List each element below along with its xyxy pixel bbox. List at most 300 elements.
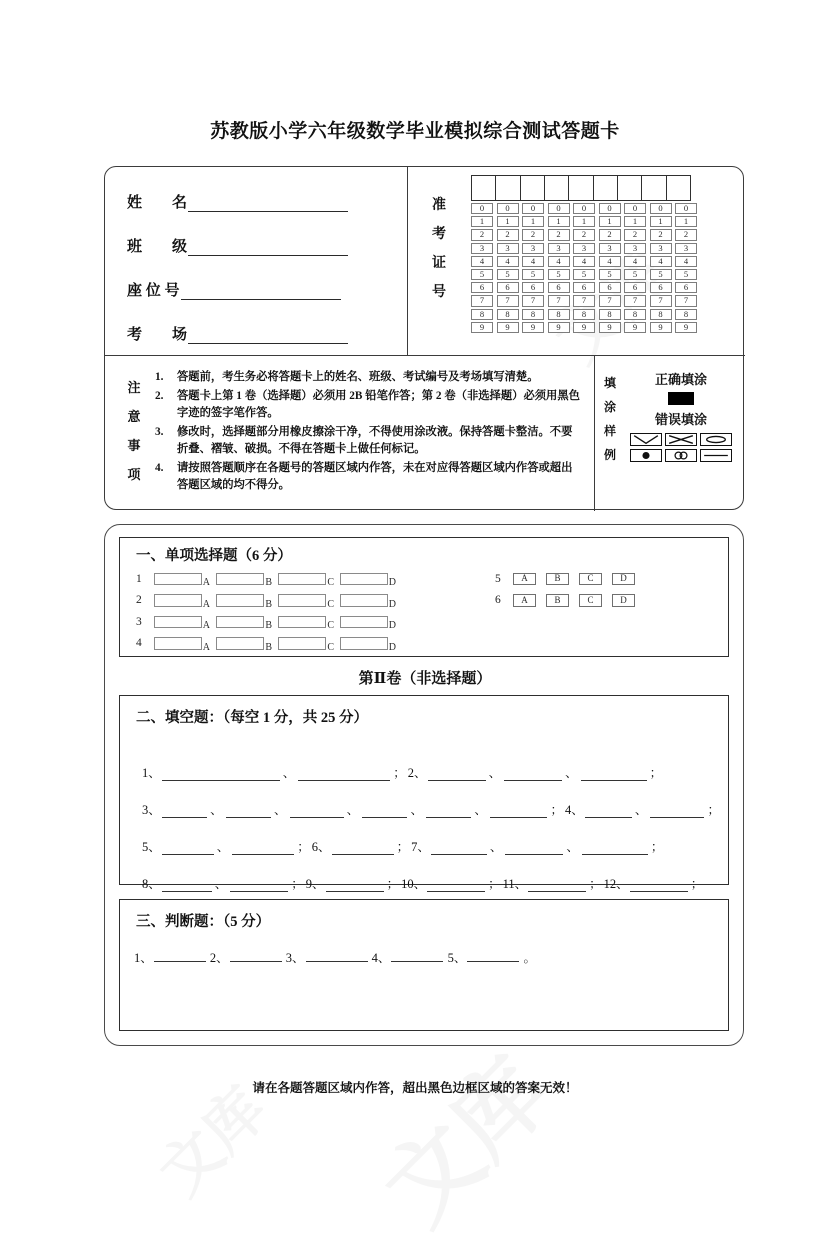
notice-item-text: 修改时，选择题部分用橡皮擦涂干净，不得使用涂改液。保持答题卡整洁。不要折叠、褶皱、破损。不得在答题卡上做任何标记。 xyxy=(177,425,573,455)
exam-id-bubble[interactable]: 2 xyxy=(497,229,519,240)
exam-id-bubble[interactable]: 1 xyxy=(522,216,544,227)
choice-option-2-B[interactable] xyxy=(216,594,272,610)
choice-option-label: B xyxy=(265,641,272,653)
exam-id-write-cell[interactable] xyxy=(641,175,667,201)
judge-answer-row[interactable] xyxy=(134,948,536,966)
choice-option-5-D[interactable] xyxy=(612,573,635,586)
choice-row-3 xyxy=(136,611,402,633)
choice-option-label: D xyxy=(620,594,627,605)
judge-item-number: 3、 xyxy=(285,951,305,965)
exam-id-write-cell[interactable] xyxy=(544,175,570,201)
student-field-label: 考 场 xyxy=(127,327,188,343)
exam-id-bubble[interactable]: 1 xyxy=(624,216,646,227)
notice-item-text: 答题前，考生务必将答题卡上的姓名、班级、考试编号及考场填写清楚。 xyxy=(177,371,539,383)
exam-id-bubble[interactable]: 8 xyxy=(522,309,544,320)
exam-id-bubble[interactable]: 7 xyxy=(573,295,595,306)
exam-id-bubble[interactable]: 7 xyxy=(522,295,544,306)
exam-id-bubble[interactable]: 6 xyxy=(497,282,519,293)
notice-item-number: 4. xyxy=(155,461,164,474)
exam-id-bubble[interactable]: 1 xyxy=(548,216,570,227)
exam-id-bubble[interactable]: 0 xyxy=(522,203,544,214)
notice-item-2 xyxy=(151,388,583,423)
blank-answer-field[interactable] xyxy=(504,768,562,781)
fill-sample-label-char: 填 xyxy=(603,376,616,390)
exam-id-bubble[interactable]: 4 xyxy=(599,256,621,267)
notice-item-number: 3. xyxy=(155,425,164,438)
choice-option-5-A[interactable] xyxy=(513,573,536,586)
exam-id-bubble[interactable]: 2 xyxy=(624,229,646,240)
blank-separator: 、 xyxy=(210,803,223,817)
exam-id-bubble[interactable]: 3 xyxy=(573,243,595,254)
blank-answer-field[interactable] xyxy=(290,805,344,818)
choice-option-6-C[interactable] xyxy=(579,594,602,607)
judge-answer-field[interactable] xyxy=(230,949,282,962)
exam-id-bubble-row xyxy=(471,295,697,306)
choice-option-4-D[interactable] xyxy=(340,637,396,653)
judge-item-number: 1、 xyxy=(134,951,153,965)
judge-item-number: 2、 xyxy=(209,951,229,965)
judge-answer-field[interactable] xyxy=(391,949,443,962)
choice-question-number: 6 xyxy=(495,594,501,607)
exam-id-bubble[interactable]: 5 xyxy=(497,269,519,280)
choice-option-label: B xyxy=(265,577,272,588)
student-field-input[interactable] xyxy=(188,241,348,256)
fill-sample-label-char: 涂 xyxy=(603,400,616,414)
exam-id-bubble[interactable]: 6 xyxy=(522,282,544,293)
blank-separator: 、 xyxy=(274,803,287,817)
exam-id-label-char: 考 xyxy=(432,227,446,242)
oval-mark-icon xyxy=(700,433,732,446)
exam-id-write-cell[interactable] xyxy=(568,175,594,201)
exam-id-bubble[interactable]: 8 xyxy=(599,309,621,320)
choice-option-label: C xyxy=(587,573,594,583)
choice-option-1-B[interactable] xyxy=(216,573,272,588)
blank-answer-field[interactable] xyxy=(162,805,207,818)
exam-id-bubble[interactable]: 6 xyxy=(573,282,595,293)
exam-id-bubble[interactable]: 5 xyxy=(548,269,570,280)
exam-id-bubble[interactable]: 7 xyxy=(624,295,646,306)
exam-id-write-cell[interactable] xyxy=(617,175,643,201)
choice-option-label: B xyxy=(554,573,561,583)
exam-id-bubble[interactable]: 5 xyxy=(624,269,646,280)
fill-sample-section xyxy=(594,355,745,511)
blank-answer-field[interactable] xyxy=(431,842,487,855)
exam-id-bubble[interactable]: 2 xyxy=(548,229,570,240)
exam-id-bubble[interactable]: 9 xyxy=(573,322,595,333)
blank-item-end: ； xyxy=(488,877,501,891)
exam-id-bubble[interactable]: 1 xyxy=(675,216,697,227)
exam-id-bubble[interactable]: 9 xyxy=(675,322,697,333)
notice-item-1 xyxy=(151,369,583,387)
choice-option-label: A xyxy=(202,598,210,610)
blank-item-end: ； xyxy=(589,877,602,891)
blank-item-number: 11、 xyxy=(502,877,528,891)
blank-item-number: 5、 xyxy=(142,840,161,854)
choice-option-label: C xyxy=(327,577,334,588)
exam-id-bubble[interactable]: 5 xyxy=(650,269,672,280)
choice-option-label: A xyxy=(521,594,528,605)
choice-option-2-A[interactable] xyxy=(154,594,210,610)
exam-id-bubble[interactable]: 9 xyxy=(650,322,672,333)
exam-id-bubble[interactable]: 7 xyxy=(497,295,519,306)
section-judge-heading: 三、判断题：（5 分） xyxy=(136,914,271,930)
section-blank-heading: 二、填空题：（每空 1 分，共 25 分） xyxy=(136,710,368,726)
choice-option-5-C[interactable] xyxy=(579,573,602,586)
wrong-fill-marks xyxy=(622,433,740,462)
exam-id-bubble[interactable]: 3 xyxy=(522,243,544,254)
blank-separator: 、 xyxy=(489,840,503,854)
exam-id-bubble-row xyxy=(471,256,697,267)
exam-id-write-cell[interactable] xyxy=(520,175,546,201)
blank-separator: 、 xyxy=(474,803,487,817)
blank-answer-field[interactable] xyxy=(585,805,632,818)
choice-option-3-D[interactable] xyxy=(340,616,396,631)
choice-option-label: C xyxy=(327,620,334,631)
blank-answer-field[interactable] xyxy=(428,768,486,781)
exam-id-bubble[interactable]: 8 xyxy=(624,309,646,320)
exam-id-bubble[interactable]: 3 xyxy=(497,243,519,254)
choice-row-1 xyxy=(136,568,402,590)
fill-sample-label-char: 样 xyxy=(603,424,616,438)
notice-label-char: 事 xyxy=(127,438,141,453)
blank-answer-field[interactable] xyxy=(162,768,280,781)
exam-id-write-row[interactable] xyxy=(471,175,697,201)
half-filled-dot-icon xyxy=(630,449,662,462)
notice-label xyxy=(123,373,145,489)
exam-id-bubble[interactable]: 6 xyxy=(548,282,570,293)
exam-id-bubble[interactable]: 1 xyxy=(599,216,621,227)
exam-id-bubble[interactable]: 6 xyxy=(599,282,621,293)
exam-id-bubble[interactable]: 3 xyxy=(624,243,646,254)
blank-answer-field[interactable] xyxy=(505,842,563,855)
exam-id-bubble[interactable]: 4 xyxy=(522,256,544,267)
exam-id-bubble[interactable]: 4 xyxy=(573,256,595,267)
exam-id-bubble[interactable]: 4 xyxy=(650,256,672,267)
notice-list xyxy=(151,369,583,496)
section-judgement xyxy=(119,899,729,1031)
blank-row-2 xyxy=(142,781,722,818)
choice-option-2-C[interactable] xyxy=(278,594,334,610)
exam-id-bubble[interactable]: 7 xyxy=(650,295,672,306)
exam-id-bubble-row xyxy=(471,282,697,293)
blank-answer-field[interactable] xyxy=(230,879,288,892)
blank-answer-field[interactable] xyxy=(362,805,407,818)
exam-id-bubble[interactable]: 2 xyxy=(471,229,493,240)
student-info-fields xyxy=(105,167,407,355)
choice-question-number: 2 xyxy=(136,594,142,607)
exam-id-bubble[interactable]: 4 xyxy=(624,256,646,267)
choice-option-3-B[interactable] xyxy=(216,616,272,631)
exam-id-bubble[interactable]: 5 xyxy=(573,269,595,280)
exam-id-bubble[interactable]: 9 xyxy=(548,322,570,333)
blank-item-number: 12、 xyxy=(603,877,629,891)
exam-id-bubble[interactable]: 0 xyxy=(624,203,646,214)
exam-id-bubble[interactable]: 2 xyxy=(522,229,544,240)
choice-row-4 xyxy=(136,633,402,655)
blank-separator: 、 xyxy=(410,803,423,817)
student-field-input[interactable] xyxy=(188,329,348,344)
blank-item-end: ； xyxy=(291,877,304,891)
header-block xyxy=(104,166,744,510)
choice-option-4-B[interactable] xyxy=(216,637,272,653)
exam-id-bubble[interactable]: 6 xyxy=(471,282,493,293)
blank-separator: 、 xyxy=(566,840,579,854)
blank-item-number: 1、 xyxy=(142,766,161,780)
notice-item-3 xyxy=(151,424,583,459)
choice-question-number: 1 xyxy=(136,572,142,585)
exam-id-bubble[interactable]: 0 xyxy=(471,203,493,214)
choice-option-label: C xyxy=(327,598,334,610)
exam-id-bubble[interactable]: 8 xyxy=(497,309,519,320)
watermark xyxy=(350,1024,573,1247)
blank-answer-field[interactable] xyxy=(581,768,647,781)
exam-id-label-char: 准 xyxy=(432,198,446,213)
exam-id-bubble[interactable]: 3 xyxy=(599,243,621,254)
choice-option-label: D xyxy=(388,641,396,653)
choice-option-label: A xyxy=(202,620,210,631)
exam-id-bubble-row xyxy=(471,203,697,214)
fill-sample-label xyxy=(600,371,620,467)
blank-answer-field[interactable] xyxy=(226,805,271,818)
exam-id-bubble[interactable]: 4 xyxy=(675,256,697,267)
exam-id-bubble[interactable]: 0 xyxy=(675,203,697,214)
blank-item-number: 4、 xyxy=(564,803,584,817)
blank-separator: 、 xyxy=(488,766,502,780)
exam-id-bubble[interactable]: 5 xyxy=(599,269,621,280)
blank-separator: 、 xyxy=(216,840,230,854)
exam-id-bubble[interactable]: 3 xyxy=(675,243,697,254)
volume2-heading: 第Ⅱ卷（非选择题） xyxy=(358,671,492,687)
exam-id-bubble[interactable]: 2 xyxy=(675,229,697,240)
student-field-input[interactable] xyxy=(181,285,341,300)
blank-item-end: ； xyxy=(297,840,310,854)
choice-row-2 xyxy=(136,590,402,612)
exam-id-bubble[interactable]: 7 xyxy=(675,295,697,306)
exam-id-bubble[interactable]: 7 xyxy=(471,295,493,306)
exam-id-bubble[interactable]: 2 xyxy=(573,229,595,240)
exam-id-label-char: 号 xyxy=(432,285,446,300)
exam-id-bubble[interactable]: 6 xyxy=(624,282,646,293)
section-multiple-choice xyxy=(119,537,729,657)
student-field-3[interactable] xyxy=(127,279,342,300)
notice-item-number: 1. xyxy=(155,371,164,383)
exam-id-write-cell[interactable] xyxy=(593,175,619,201)
exam-id-bubble[interactable]: 5 xyxy=(471,269,493,280)
exam-id-bubble[interactable]: 8 xyxy=(573,309,595,320)
exam-id-bubble[interactable]: 5 xyxy=(675,269,697,280)
blank-item-number: 10、 xyxy=(401,877,427,891)
choice-option-2-D[interactable] xyxy=(340,594,396,610)
exam-id-bubble[interactable]: 3 xyxy=(548,243,570,254)
exam-id-write-cell[interactable] xyxy=(471,175,497,201)
student-field-4[interactable] xyxy=(127,323,349,344)
exam-id-grid[interactable] xyxy=(471,175,697,333)
correct-fill-mark xyxy=(668,392,694,405)
blank-separator: 、 xyxy=(634,803,648,817)
blank-item-end: ； xyxy=(707,803,720,817)
exam-id-bubble[interactable]: 1 xyxy=(497,216,519,227)
judge-row-end: 。 xyxy=(523,951,536,965)
choice-question-number: 5 xyxy=(495,572,501,585)
blank-answer-field[interactable] xyxy=(326,879,384,892)
student-field-2[interactable] xyxy=(127,235,349,256)
notice-item-text: 答题卡上第 1 卷（选择题）必须用 2B 铅笔作答；第 2 卷（非选择题）必须用黑色字迹的签字笔作答。 xyxy=(177,389,580,419)
choice-option-label: A xyxy=(202,641,210,653)
exam-id-bubble[interactable]: 4 xyxy=(471,256,493,267)
exam-id-write-cell[interactable] xyxy=(495,175,521,201)
exam-id-bubble[interactable]: 1 xyxy=(573,216,595,227)
student-field-input[interactable] xyxy=(188,197,348,212)
choice-option-label: B xyxy=(265,598,272,610)
judge-item-number: 5、 xyxy=(447,951,467,965)
blank-answer-rows[interactable] xyxy=(142,744,722,892)
exam-id-bubble[interactable]: 0 xyxy=(650,203,672,214)
choice-option-label: A xyxy=(202,577,210,588)
exam-id-bubble[interactable]: 6 xyxy=(675,282,697,293)
choice-column-right[interactable] xyxy=(495,568,645,611)
choice-option-5-B[interactable] xyxy=(546,573,569,586)
choice-option-label: D xyxy=(388,620,396,631)
exam-id-bubble[interactable]: 2 xyxy=(599,229,621,240)
blank-item-end: ； xyxy=(649,766,663,780)
exam-id-bubble[interactable]: 3 xyxy=(650,243,672,254)
blank-row-4 xyxy=(142,855,722,892)
exam-id-bubble[interactable]: 1 xyxy=(471,216,493,227)
choice-row-6 xyxy=(495,590,645,612)
blank-separator: 、 xyxy=(214,877,228,891)
notice-label-char: 项 xyxy=(127,467,141,482)
blank-answer-field[interactable] xyxy=(332,842,394,855)
blank-row-3 xyxy=(142,818,722,855)
blank-answer-field[interactable] xyxy=(232,842,294,855)
exam-id-bubble[interactable]: 1 xyxy=(650,216,672,227)
blank-separator: 、 xyxy=(282,766,296,780)
notice-item-number: 2. xyxy=(155,389,164,402)
exam-id-write-cell[interactable] xyxy=(666,175,692,201)
exam-id-bubble[interactable]: 4 xyxy=(548,256,570,267)
choice-option-label: A xyxy=(521,573,528,583)
judge-answer-field[interactable] xyxy=(154,949,206,962)
judge-answer-field[interactable] xyxy=(467,949,519,962)
exam-id-bubble[interactable]: 9 xyxy=(522,322,544,333)
choice-option-1-D[interactable] xyxy=(340,573,396,588)
exam-id-bubble[interactable]: 0 xyxy=(573,203,595,214)
horizontal-line-icon xyxy=(700,449,732,462)
choice-option-4-A[interactable] xyxy=(154,637,210,653)
blank-answer-field[interactable] xyxy=(298,768,390,781)
check-mark-icon xyxy=(630,433,662,446)
section-choice-heading: 一、单项选择题（6 分） xyxy=(136,548,292,564)
blank-item-number: 9、 xyxy=(305,877,325,891)
choice-option-6-B[interactable] xyxy=(546,594,569,607)
choice-option-label: D xyxy=(620,573,627,583)
blank-separator: 、 xyxy=(346,803,360,817)
choice-option-label: D xyxy=(388,598,396,610)
exam-id-bubble[interactable]: 9 xyxy=(471,322,493,333)
exam-id-bubble[interactable]: 0 xyxy=(497,203,519,214)
choice-option-1-A[interactable] xyxy=(154,573,210,588)
choice-option-4-C[interactable] xyxy=(278,637,334,653)
choice-option-3-A[interactable] xyxy=(154,616,210,631)
blank-answer-field[interactable] xyxy=(582,842,648,855)
exam-id-bubble[interactable]: 3 xyxy=(471,243,493,254)
correct-fill-title: 正确填涂 xyxy=(654,372,707,387)
blank-item-end: ； xyxy=(393,766,406,780)
blank-answer-field[interactable] xyxy=(426,805,471,818)
exam-id-bubble-row xyxy=(471,322,697,333)
blank-answer-field[interactable] xyxy=(427,879,485,892)
exam-id-bubble[interactable]: 8 xyxy=(548,309,570,320)
blank-answer-field[interactable] xyxy=(528,879,586,892)
blank-answer-field[interactable] xyxy=(162,842,214,855)
blank-item-end: ； xyxy=(386,877,400,891)
blank-item-end: ； xyxy=(550,803,563,817)
exam-id-bubble-row xyxy=(471,216,697,227)
divider xyxy=(407,167,408,355)
exam-id-bubble[interactable]: 8 xyxy=(650,309,672,320)
blank-answer-field[interactable] xyxy=(630,879,688,892)
judge-answer-field[interactable] xyxy=(306,949,368,962)
blank-answer-field[interactable] xyxy=(162,879,212,892)
choice-option-label: B xyxy=(265,620,272,631)
exam-id-bubble[interactable]: 2 xyxy=(650,229,672,240)
wrong-fill-title: 错误填涂 xyxy=(654,412,707,427)
blank-item-end: ； xyxy=(690,877,704,891)
exam-id-bubble[interactable]: 9 xyxy=(599,322,621,333)
fill-sample-label-char: 例 xyxy=(603,448,616,462)
exam-id-bubble[interactable]: 9 xyxy=(497,322,519,333)
exam-id-bubble[interactable]: 8 xyxy=(675,309,697,320)
footer-note: 请在各题答题区域内作答，超出黑色边框区域的答案无效！ xyxy=(252,1081,578,1095)
choice-question-number: 4 xyxy=(136,637,142,650)
choice-option-6-A[interactable] xyxy=(513,594,536,607)
student-field-label: 座 位 号 xyxy=(127,283,180,299)
exam-id-bubble[interactable]: 7 xyxy=(599,295,621,306)
judge-item-number: 4、 xyxy=(371,951,391,965)
exam-id-bubble[interactable]: 7 xyxy=(548,295,570,306)
cross-mark-icon xyxy=(665,433,697,446)
notice-item-4 xyxy=(151,460,583,495)
blank-answer-field[interactable] xyxy=(650,805,704,818)
exam-id-bubble[interactable]: 0 xyxy=(599,203,621,214)
exam-id-label-char: 证 xyxy=(432,256,446,271)
answer-body-frame xyxy=(104,524,744,1046)
notice-section xyxy=(105,355,594,511)
exam-id-bubble[interactable]: 9 xyxy=(624,322,646,333)
exam-id-bubble[interactable]: 4 xyxy=(497,256,519,267)
blank-answer-field[interactable] xyxy=(490,805,548,818)
choice-option-label: C xyxy=(587,594,594,605)
choice-column-left[interactable] xyxy=(136,568,402,654)
blank-row-1 xyxy=(142,744,722,781)
exam-id-bubble[interactable]: 0 xyxy=(548,203,570,214)
blank-item-number: 6、 xyxy=(311,840,331,854)
exam-id-bubble[interactable]: 5 xyxy=(522,269,544,280)
page-title: 苏教版小学六年级数学毕业模拟综合测试答题卡 xyxy=(210,121,620,142)
notice-label-char: 意 xyxy=(127,409,141,424)
exam-id-bubble-row xyxy=(471,243,697,254)
choice-option-3-C[interactable] xyxy=(278,616,334,631)
blank-item-number: 8、 xyxy=(142,877,161,891)
exam-id-bubble[interactable]: 6 xyxy=(650,282,672,293)
exam-id-bubble[interactable]: 8 xyxy=(471,309,493,320)
choice-question-number: 3 xyxy=(136,615,142,628)
choice-option-1-C[interactable] xyxy=(278,573,334,588)
student-field-1[interactable] xyxy=(127,191,349,212)
choice-option-6-D[interactable] xyxy=(612,594,635,607)
blank-separator: 、 xyxy=(565,766,578,780)
blank-item-number: 7、 xyxy=(411,840,430,854)
